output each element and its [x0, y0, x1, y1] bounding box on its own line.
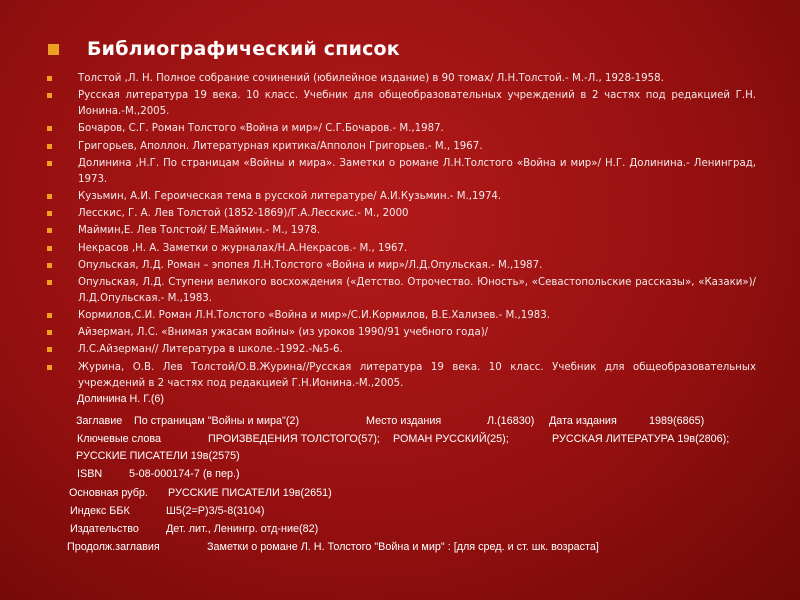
- catalog-continuation-value: Заметки о романе Л. Н. Толстого "Война и мир" : [для сред. и ст. шк. возраста]: [207, 541, 599, 553]
- catalog-keyword: РОМАН РУССКИЙ(25);: [393, 433, 509, 445]
- catalog-rubric-value: РУССКИЕ ПИСАТЕЛИ 19в(2651): [168, 487, 332, 499]
- list-item-text: Русская литература 19 века. 10 класс. Учебник для общеобразовательных учреждений в 2 частях под редакцией Г.Н. Ионина.-М.,2005.: [78, 90, 756, 118]
- bullet-icon: [47, 263, 52, 268]
- list-item-text: Кормилов,С.И. Роман Л.Н.Толстого «Война и мир»/С.И.Кормилов, В.Е.Хализев.- М.,1983.: [78, 310, 550, 322]
- list-item-text: Толстой ,Л. Н. Полное собрание сочинений (юбилейное издание) в 90 томах/ Л.Н.Толстой.- М.-Л., 1928-1958.: [78, 73, 664, 84]
- bullet-icon: [47, 246, 52, 251]
- bullet-icon: [47, 211, 52, 216]
- list-item: [44, 189, 756, 205]
- catalog-keyword: РУССКАЯ ЛИТЕРАТУРА 19в(2806);: [552, 433, 730, 445]
- catalog-isbn-label: ISBN: [77, 468, 103, 480]
- list-item: [44, 241, 756, 257]
- list-item-text: Некрасов ,Н. А. Заметки о журналах/Н.А.Некрасов.- М., 1967.: [78, 242, 408, 254]
- bullet-icon: [47, 126, 52, 131]
- catalog-bbk-label: Индекс ББК: [70, 505, 130, 517]
- slide-title: Библиографический список: [87, 38, 400, 60]
- catalog-continuation-label: Продолж.заглавия: [67, 541, 160, 553]
- catalog-place-label: Место издания: [366, 415, 442, 427]
- list-item: [44, 342, 756, 358]
- bibliography-list: [44, 71, 756, 393]
- bullet-icon: [47, 280, 52, 285]
- list-item: [44, 275, 756, 307]
- catalog-date-label: Дата издания: [549, 415, 617, 427]
- list-item: [44, 223, 756, 239]
- list-item-text: Долинина ,Н.Г. По страницам «Войны и мира». Заметки о романе Л.Н.Толстого «Война и мир»/ Н.Г. Долинина.- Ленинград, 1973.: [78, 157, 756, 185]
- catalog-publisher-value: Дет. лит., Ленингр. отд-ние(82): [166, 523, 319, 535]
- catalog-title-value: По страницам "Войны и мира"(2): [134, 415, 300, 427]
- catalog-keyword: ПРОИЗВЕДЕНИЯ ТОЛСТОГО(57);: [208, 433, 380, 445]
- catalog-title-label: Заглавие: [76, 415, 123, 427]
- bullet-icon: [47, 144, 52, 149]
- catalog-keyword: РУССКИЕ ПИСАТЕЛИ 19в(2575): [76, 450, 240, 462]
- list-item: [44, 139, 756, 155]
- bullet-icon: [47, 194, 52, 199]
- list-item-text: Бочаров, С.Г. Роман Толстого «Война и мир»/ С.Г.Бочаров.- М.,1987.: [78, 123, 444, 135]
- list-item-text: Опульская, Л.Д. Роман – эпопея Л.Н.Толстого «Война и мир»/Л.Д.Опульская.- М.,1987.: [78, 259, 543, 271]
- slide-header: [48, 38, 400, 60]
- list-item: [44, 121, 756, 137]
- list-item-text: Лесскис, Г. А. Лев Толстой (1852-1869)/Г.А.Лесскис.- М., 2000: [78, 208, 409, 220]
- list-item-text: Григорьев, Аполлон. Литературная критика/Апполон Григорьев.- М., 1967.: [78, 140, 483, 152]
- bullet-icon: [47, 228, 52, 233]
- catalog-date-value: 1989(6865): [649, 415, 705, 427]
- list-item: [44, 156, 756, 188]
- list-item-text: Айзерман, Л.С. «Внимая ужасам войны» (из уроков 1990/91 учебного года)/: [78, 327, 489, 339]
- square-bullet-icon: [48, 44, 59, 55]
- list-item-text: Опульская, Л.Д. Ступени великого восхождения («Детство. Отрочество. Юность», «Севастопольские рассказы», «Казаки»)/ Л.Д.Опульская.- М.,1983.: [78, 276, 756, 304]
- list-item: [44, 360, 756, 392]
- catalog-publisher-label: Издательство: [70, 523, 139, 535]
- list-item: [44, 258, 756, 274]
- catalog-place-value: Л.(16830): [487, 415, 535, 427]
- bullet-icon: [47, 365, 52, 370]
- catalog-isbn-value: 5-08-000174-7 (в пер.): [129, 468, 240, 480]
- list-item: [44, 88, 756, 120]
- bullet-icon: [47, 347, 52, 352]
- list-item: [44, 308, 756, 324]
- catalog-author: Долинина Н. Г.(6): [77, 393, 165, 405]
- list-item-text: Журина, О.В. Лев Толстой/О.В.Журина//Русская литература 19 века. 10 класс. Учебник для общеобразовательных учреждений в 2 частях под редакцией Г.Н.Ионина.-М.,2005.: [78, 361, 756, 389]
- list-item: [44, 206, 756, 222]
- list-item-text: Кузьмин, А.И. Героическая тема в русской литературе/ А.И.Кузьмин.- М.,1974.: [78, 190, 502, 202]
- list-item-text: Л.С.Айзерман// Литература в школе.-1992.-№5-6.: [78, 344, 343, 356]
- bullet-icon: [47, 330, 52, 335]
- list-item: [44, 325, 756, 341]
- catalog-keywords-label: Ключевые слова: [77, 433, 162, 445]
- bullet-icon: [47, 76, 52, 81]
- bullet-icon: [47, 313, 52, 318]
- bullet-icon: [47, 93, 52, 98]
- catalog-bbk-value: Ш5(2=Р)3/5-8(3104): [166, 505, 265, 517]
- list-item-text: Маймин,Е. Лев Толстой/ Е.Маймин.- М., 1978.: [78, 225, 321, 237]
- catalog-rubric-label: Основная рубр.: [69, 487, 148, 499]
- list-item: [44, 71, 756, 87]
- bullet-icon: [47, 161, 52, 166]
